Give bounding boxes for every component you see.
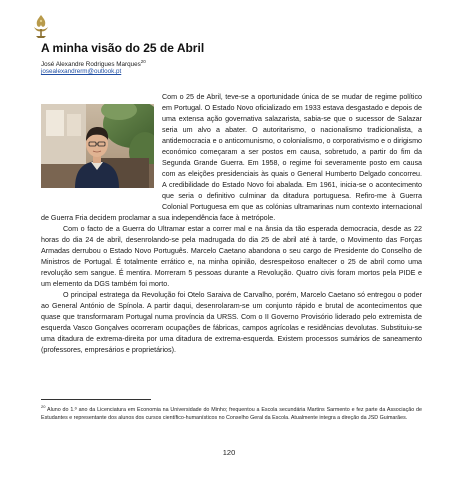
- footnote-text: Aluno do 1.º ano da Licenciatura em Economia na Universidade do Minho; frequentou a Escola secundária Martins Sarmento e fez parte da Associação de Estudantes e representante dos alunos dos cursos científico-humanísticos no Conselho Geral da Escola. Atualmente integra a direção da JSD Guimarães.: [41, 406, 422, 421]
- footnote-separator: [41, 399, 151, 400]
- photo-space: [41, 103, 162, 211]
- footnote-ref[interactable]: 20: [140, 59, 146, 64]
- footnote-number: 20: [41, 404, 46, 409]
- page-number: 120: [222, 448, 236, 457]
- ornamental-emblem-icon: [30, 13, 52, 39]
- paragraph-3: O principal estratega da Revolução foi Otelo Saraiva de Carvalho, porém, Marcelo Caetano só entregou o poder ao General António de Spínola. A partir daqui, desenrolaram-se um conjunto rápido e brutal de acontecimentos que quase que transformaram Portugal numa província da URSS. Com o II Governo Provisório liderado pelo extremista de esquerda Vasco Gonçalves ocorreram ocupações de fábricas, campos agrícolas e residências devolutas. Substituiu-se uma ditadura de extrema-direita por uma ditadura de extrema-esquerda. Existem processos sumários de saneamento (professores, empresários e proprietários).: [41, 291, 422, 354]
- author-name: José Alexandre Rodrigues Marques$^{20}$: [41, 59, 146, 69]
- article-body: [41, 92, 422, 356]
- author-email-link[interactable]: josealexandrerm@outlook.pt: [41, 68, 122, 75]
- paragraph-1: Com o 25 de Abril, teve-se a oportunidade única de se mudar de regime político em Portugal. O Estado Novo oficializado em 1933 estava desgastado e depois de uma extensa ação governativa salazarista, sabia-se que o sucessor de Salazar seria um alvo a abater. O autoritarismo, o nacionalismo tradicionalista, a antidemocracia e o anticomunismo, o colonialismo, o corporativismo e o dirigismo económico começaram a ser postos em causa, sobretudo, a partir do fim da Segunda Grande Guerra. Em 1958, o regime foi severamente posto em causa com as eleições presidenciais às quais o General Humberto Delgado concorreu. A credibilidade do Estado Novo foi abalada. Em 1961, inicia-se o acontecimento que seria o definitivo culminar da ditadura portuguesa. Refiro-me à Guerra Colonial Portuguesa em que as colónias ultramarinas num contexto internacional de Guerra Fria decidem proclamar a sua independência face à metrópole.: [41, 93, 422, 222]
- article-title: A minha visão do 25 de Abril: [41, 41, 205, 55]
- footnote: [41, 403, 422, 422]
- paragraph-2: Com o facto de a Guerra do Ultramar estar a correr mal e na ânsia da tão esperada democracia, desde as 22 horas do dia 24 de abril, desenrolando-se pela madrugada do dia 25 de abril até à tarde, o Movimento das Forças Armadas derrubou o Estado Novo Português. Marcelo Caetano abandona o seu cargo de Presidente do Conselho de Ministros de Portugal. É totalmente errático e, na minha opinião, desrespeitoso enaltecer o 25 de abril como uma revolução sem sangue. É mentira. Morreram 5 pessoas durante a Revolução. Quatro civis foram mortos pela PIDE e um elemento da DGS também foi morto.: [41, 225, 422, 288]
